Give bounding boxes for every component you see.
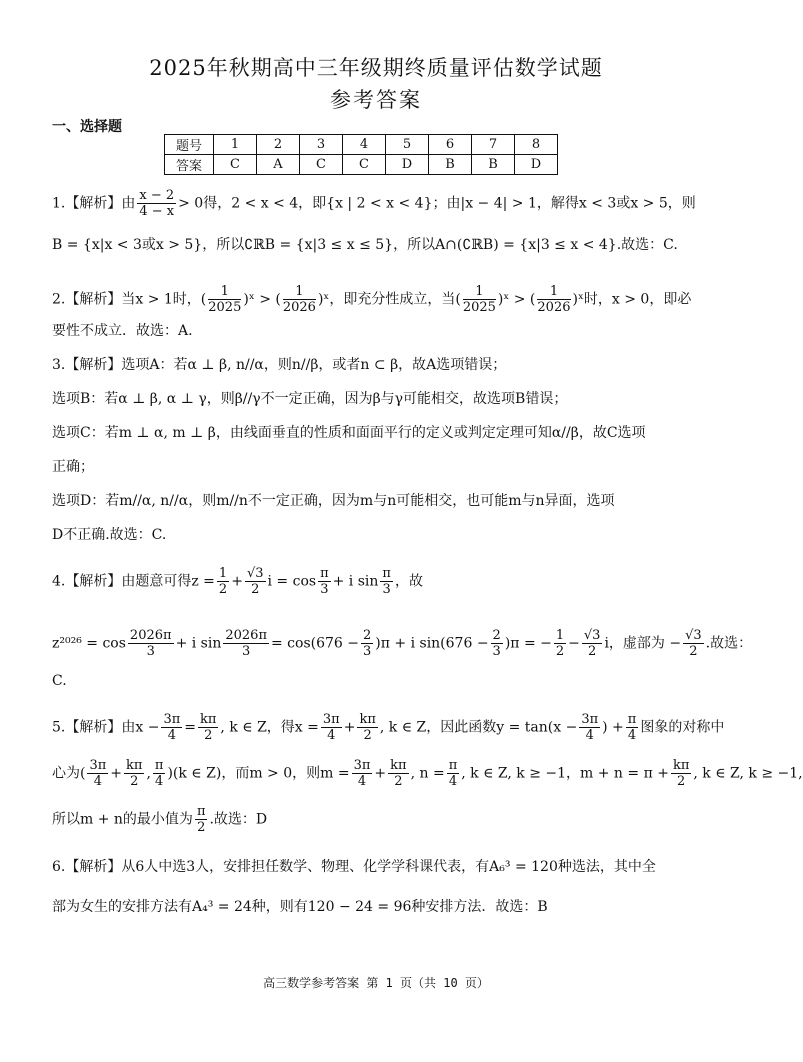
table-cell: 8 bbox=[515, 135, 558, 155]
fraction: $\frac{k\pi}{2}$ bbox=[126, 758, 143, 789]
q1-line-1: 1.【解析】由 $\frac{x - 2}{4 - x}$ > 0得，2 < x < 4，即{x | 2 < x < 4}；由|x − 4| > 1，解得x < 3或x > 5，则 bbox=[52, 188, 696, 219]
fraction: $\frac{3\pi}{4}$ bbox=[353, 758, 371, 789]
fraction: $\frac{3\pi}{4}$ bbox=[89, 758, 107, 789]
table-row bbox=[165, 155, 558, 175]
fraction: $\frac{√3}{2}$ bbox=[685, 628, 702, 659]
fraction: $\frac{1}{2025}$ bbox=[208, 284, 242, 315]
fraction: $\frac{2026\pi}{3}$ bbox=[225, 628, 267, 659]
table-cell: 7 bbox=[472, 135, 515, 155]
page-title: 2025年秋期高中三年级期终质量评估数学试题 bbox=[149, 56, 603, 80]
fraction: $\frac{k\pi}{2}$ bbox=[390, 758, 407, 789]
table-cell: 4 bbox=[343, 135, 386, 155]
table-cell: A bbox=[257, 155, 300, 175]
q3-line-5: 选项D：若m//α, n//α，则m//n不一定正确，因为m与n可能相交，也可能m与n异面，选项 bbox=[52, 493, 615, 509]
table-cell: B bbox=[429, 155, 472, 175]
table-cell: 2 bbox=[257, 135, 300, 155]
section-heading: 一、选择题 bbox=[52, 119, 122, 135]
q3-line-4: 正确； bbox=[52, 459, 94, 475]
table-cell: D bbox=[515, 155, 558, 175]
fraction: $\frac{\pi}{4}$ bbox=[448, 758, 458, 789]
q4-line-2: z²⁰²⁶ = cos $\frac{2026\pi}{3}$ + i sin $\frac{2026\pi}{3}$ = cos(676 − $\frac{2}{3}$ )π + i sin(676 − $\frac{2}{3}$ )π = − $\frac{1}{2}$ − $\frac{√3}{2}$ i，虚部为 − $\frac{√3}{2}$ .故选： bbox=[52, 628, 753, 659]
fraction: $\frac{x - 2}{4 - x}$ bbox=[139, 188, 175, 219]
table-cell: C bbox=[300, 155, 343, 175]
fraction: $\frac{1}{2}$ bbox=[555, 628, 565, 659]
q2-line-2: 要性不成立．故选：A. bbox=[52, 323, 193, 339]
q5-line-3: 所以m + n的最小值为 $\frac{\pi}{2}$ .故选：D bbox=[52, 804, 268, 835]
fraction: $\frac{k\pi}{2}$ bbox=[359, 712, 376, 743]
table-cell: 5 bbox=[386, 135, 429, 155]
table-cell: B bbox=[472, 155, 515, 175]
table-cell: C bbox=[214, 155, 257, 175]
fraction: $\frac{1}{2026}$ bbox=[282, 284, 316, 315]
q2-line-1: 2.【解析】当x > 1时，( $\frac{1}{2025}$ )ˣ > ( $\frac{1}{2026}$ )ˣ，即充分性成立，当( $\frac{1}{2025}$ )ˣ > ( $\frac{1}{2026}$ )ˣ时，x > 0，即必 bbox=[52, 284, 692, 315]
q3-line-6: D不正确.故选：C. bbox=[52, 527, 167, 543]
q3-line-1: 3.【解析】选项A：若α ⊥ β, n//α，则n//β，或者n ⊂ β，故A选项错误； bbox=[52, 357, 507, 373]
fraction: $\frac{3\pi}{4}$ bbox=[322, 712, 340, 743]
fraction: $\frac{1}{2}$ bbox=[218, 566, 228, 597]
page-subtitle: 参考答案 bbox=[330, 88, 422, 112]
table-cell: D bbox=[386, 155, 429, 175]
fraction: $\frac{2}{3}$ bbox=[363, 628, 372, 659]
fraction: $\frac{k\pi}{2}$ bbox=[672, 758, 690, 789]
fraction: $\frac{3\pi}{4}$ bbox=[581, 712, 599, 743]
answer-table bbox=[164, 134, 558, 175]
fraction: $\frac{3\pi}{4}$ bbox=[163, 712, 181, 743]
q3-line-3: 选项C：若m ⊥ α, m ⊥ β，由线面垂直的性质和面面平行的定义或判定定理可知α//β，故C选项 bbox=[52, 425, 646, 441]
q6-line-2: 部为女生的安排方法有A₄³ = 24种，则有120 − 24 = 96种安排方法．故选：B bbox=[52, 899, 548, 915]
table-row bbox=[165, 135, 558, 155]
q5-line-2: 心为( $\frac{3\pi}{4}$ + $\frac{k\pi}{2}$ , $\frac{\pi}{4}$ )(k ∈ Z)，而m > 0，则m = $\frac{3\pi}{4}$ + $\frac{k\pi}{2}$ , n = $\frac{\pi}{4}$ , k ∈ Z, k ≥ −1，m + n = π + $\frac{k\pi}{2}$ , k ∈ Z, k ≥ −1, bbox=[52, 758, 803, 789]
q6-line-1: 6.【解析】从6人中选3人，安排担任数学、物理、化学学科课代表，有A₆³ = 120种选法，其中全 bbox=[52, 859, 656, 875]
fraction: $\frac{1}{2025}$ bbox=[462, 284, 496, 315]
fraction: $\frac{\pi}{3}$ bbox=[382, 566, 391, 597]
page-footer: 高三数学参考答案 第 1 页（共 10 页） bbox=[263, 976, 489, 990]
q5-line-1: 5.【解析】由x − $\frac{3\pi}{4}$ = $\frac{k\pi}{2}$ , k ∈ Z，得x = $\frac{3\pi}{4}$ + $\frac{k\pi}{2}$ , k ∈ Z，因此函数y = tan(x − $\frac{3\pi}{4}$ ) + $\frac{\pi}{4}$ 图象的对称中 bbox=[52, 712, 725, 743]
table-cell: C bbox=[343, 155, 386, 175]
table-cell: 1 bbox=[214, 135, 257, 155]
table-header-cell: 题号 bbox=[165, 135, 214, 155]
q1-line-2: B = {x|x < 3或x > 5}，所以∁ℝB = {x|3 ≤ x ≤ 5}，所以A∩(∁ℝB) = {x|3 ≤ x < 4}.故选：C. bbox=[52, 237, 678, 253]
q3-line-2: 选项B：若α ⊥ β, α ⊥ γ，则β//γ不一定正确，因为β与γ可能相交，故选项B错误； bbox=[52, 391, 568, 407]
table-header-cell: 答案 bbox=[165, 155, 214, 175]
fraction: $\frac{\pi}{4}$ bbox=[154, 758, 164, 789]
fraction: $\frac{\pi}{4}$ bbox=[627, 712, 637, 743]
table-cell: 3 bbox=[300, 135, 343, 155]
fraction: $\frac{\pi}{2}$ bbox=[196, 804, 206, 835]
fraction: $\frac{2026\pi}{3}$ bbox=[129, 628, 172, 659]
q4-line-1: 4.【解析】由题意可得z = $\frac{1}{2}$ + $\frac{√3}{2}$ i = cos $\frac{\pi}{3}$ + i sin $\frac{\pi}{3}$ ，故 bbox=[52, 566, 423, 597]
fraction: $\frac{k\pi}{2}$ bbox=[200, 712, 217, 743]
fraction: $\frac{\pi}{3}$ bbox=[320, 566, 329, 597]
fraction: $\frac{√3}{2}$ bbox=[583, 628, 601, 659]
q4-line-3: C. bbox=[52, 673, 67, 689]
fraction: $\frac{√3}{2}$ bbox=[246, 566, 264, 597]
fraction: $\frac{2}{3}$ bbox=[492, 628, 501, 659]
table-cell: 6 bbox=[429, 135, 472, 155]
fraction: $\frac{1}{2026}$ bbox=[537, 284, 571, 315]
